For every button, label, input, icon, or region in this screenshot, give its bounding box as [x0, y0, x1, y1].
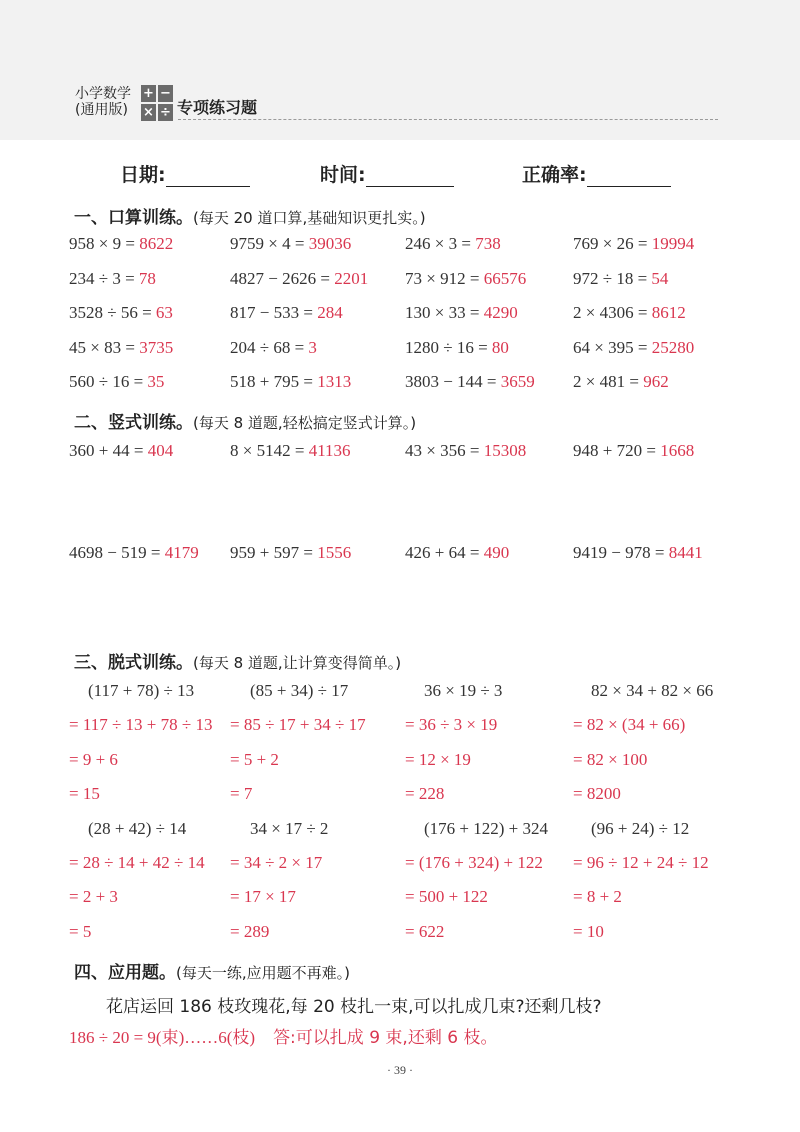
stepwise-step: = 8200: [573, 784, 621, 803]
vertical-item: 8 × 5142 = 41136: [230, 441, 351, 460]
section-title: 四、应用题。: [74, 963, 176, 983]
vertical-item: 426 + 64 = 490: [405, 543, 510, 562]
stepwise-step-row: [0, 887, 800, 913]
stepwise-step: = 289: [230, 922, 270, 941]
minus-icon: −: [158, 85, 173, 102]
oral-item: 234 ÷ 3 = 78: [69, 269, 156, 288]
oral-item: 3528 ÷ 56 = 63: [69, 303, 173, 322]
section-note: (每天一练,应用题不再难。): [176, 964, 350, 982]
time-label: 时间:: [320, 164, 366, 186]
section-oral: [74, 203, 426, 228]
vertical-item: 4698 − 519 = 4179: [69, 543, 199, 562]
accuracy-blank[interactable]: [587, 166, 671, 187]
stepwise-problem: 36 × 19 ÷ 3: [424, 681, 503, 700]
stepwise-step: = 82 × (34 + 66): [573, 715, 686, 734]
page-title: 专项练习题: [177, 98, 258, 117]
section-title: 一、口算训练。: [74, 208, 193, 228]
oral-item: 817 − 533 = 284: [230, 303, 343, 322]
oral-item: 246 × 3 = 738: [405, 234, 501, 253]
oral-row: [0, 303, 800, 329]
stepwise-step-row: [0, 853, 800, 879]
stepwise-step-row: [0, 750, 800, 776]
oral-item: 972 ÷ 18 = 54: [573, 269, 669, 288]
stepwise-step: = 228: [405, 784, 445, 803]
page-number: · 39 ·: [387, 1063, 413, 1077]
stepwise-step-row: [0, 784, 800, 810]
section-stepwise: [74, 648, 401, 673]
stepwise-step: = 12 × 19: [405, 750, 471, 769]
oral-item: 64 × 395 = 25280: [573, 338, 695, 357]
vertical-item: 43 × 356 = 15308: [405, 441, 527, 460]
date-field: [120, 160, 250, 187]
stepwise-step: = 17 × 17: [230, 887, 296, 906]
oral-item: 2 × 4306 = 8612: [573, 303, 686, 322]
plus-icon: +: [141, 85, 156, 102]
word-problem-solution: [69, 1023, 497, 1048]
section-vertical: [74, 408, 416, 433]
stepwise-step: = 85 ÷ 17 + 34 ÷ 17: [230, 715, 366, 734]
stepwise-problem: (96 + 24) ÷ 12: [591, 819, 690, 838]
oral-item: 73 × 912 = 66576: [405, 269, 527, 288]
vertical-row: [0, 441, 800, 467]
edition-label: (通用版): [75, 102, 128, 118]
stepwise-step: = 500 + 122: [405, 887, 488, 906]
stepwise-step-row: [0, 922, 800, 948]
stepwise-step: = (176 + 324) + 122: [405, 853, 543, 872]
stepwise-step: = 117 ÷ 13 + 78 ÷ 13: [69, 715, 213, 734]
oral-row: [0, 269, 800, 295]
stepwise-problem: 82 × 34 + 82 × 66: [591, 681, 714, 700]
oral-item: 9759 × 4 = 39036: [230, 234, 352, 253]
oral-row: [0, 372, 800, 398]
accuracy-field: [522, 160, 671, 187]
date-blank[interactable]: [166, 166, 250, 187]
series-name: 小学数学: [75, 86, 131, 102]
section-title: 二、竖式训练。: [74, 413, 193, 433]
vertical-item: 959 + 597 = 1556: [230, 543, 352, 562]
oral-item: 204 ÷ 68 = 3: [230, 338, 317, 357]
series-label: [75, 86, 131, 118]
oral-item: 560 ÷ 16 = 35: [69, 372, 165, 391]
stepwise-step: = 9 + 6: [69, 750, 118, 769]
stepwise-problem: (117 + 78) ÷ 13: [88, 681, 195, 700]
stepwise-step: = 622: [405, 922, 445, 941]
time-blank[interactable]: [366, 166, 454, 187]
date-label: 日期:: [120, 164, 166, 186]
header-divider: [178, 119, 718, 120]
stepwise-problem: 34 × 17 ÷ 2: [250, 819, 329, 838]
stepwise-step: = 8 + 2: [573, 887, 622, 906]
accuracy-label: 正确率:: [522, 164, 587, 186]
oral-item: 45 × 83 = 3735: [69, 338, 174, 357]
stepwise-step: = 15: [69, 784, 100, 803]
stepwise-step: = 5 + 2: [230, 750, 279, 769]
vertical-row: [0, 543, 800, 569]
word-problem-text: 花店运回 186 枝玫瑰花,每 20 枝扎一束,可以扎成几束?还剩几枝?: [106, 997, 602, 1017]
stepwise-problem-row: [0, 819, 800, 845]
times-icon: ×: [141, 104, 156, 121]
oral-row: [0, 338, 800, 364]
stepwise-problem-row: [0, 681, 800, 707]
oral-item: 130 × 33 = 4290: [405, 303, 518, 322]
oral-item: 4827 − 2626 = 2201: [230, 269, 369, 288]
vertical-item: 9419 − 978 = 8441: [573, 543, 703, 562]
time-field: [320, 160, 454, 187]
oral-item: 1280 ÷ 16 = 80: [405, 338, 509, 357]
solution-equation: 186 ÷ 20 = 9(束)……6(枝): [69, 1028, 256, 1047]
stepwise-step: = 10: [573, 922, 604, 941]
stepwise-step: = 96 ÷ 12 + 24 ÷ 12: [573, 853, 709, 872]
oral-row: [0, 234, 800, 260]
section-title: 三、脱式训练。: [74, 653, 193, 673]
stepwise-step: = 34 ÷ 2 × 17: [230, 853, 323, 872]
oral-item: 3803 − 144 = 3659: [405, 372, 535, 391]
oral-item: 958 × 9 = 8622: [69, 234, 174, 253]
stepwise-problem: (28 + 42) ÷ 14: [88, 819, 187, 838]
oral-item: 518 + 795 = 1313: [230, 372, 352, 391]
divide-icon: ÷: [158, 104, 173, 121]
stepwise-step: = 82 × 100: [573, 750, 648, 769]
stepwise-problem: (85 + 34) ÷ 17: [250, 681, 349, 700]
stepwise-step: = 36 ÷ 3 × 19: [405, 715, 498, 734]
section-note: (每天 8 道题,让计算变得简单。): [193, 654, 402, 672]
stepwise-step-row: [0, 715, 800, 741]
vertical-item: 948 + 720 = 1668: [573, 441, 695, 460]
stepwise-step: = 5: [69, 922, 92, 941]
section-note: (每天 8 道题,轻松搞定竖式计算。): [193, 414, 417, 432]
vertical-item: 360 + 44 = 404: [69, 441, 174, 460]
oral-item: 769 × 26 = 19994: [573, 234, 695, 253]
stepwise-step: = 7: [230, 784, 253, 803]
stepwise-step: = 28 ÷ 14 + 42 ÷ 14: [69, 853, 205, 872]
solution-answer: 答:可以扎成 9 束,还剩 6 枝。: [273, 1028, 498, 1048]
stepwise-step: = 2 + 3: [69, 887, 118, 906]
stepwise-problem: (176 + 122) + 324: [424, 819, 548, 838]
section-word-problem: [74, 958, 350, 983]
oral-item: 2 × 481 = 962: [573, 372, 669, 391]
operators-logo: [141, 85, 173, 121]
section-note: (每天 20 道口算,基础知识更扎实。): [193, 209, 426, 227]
